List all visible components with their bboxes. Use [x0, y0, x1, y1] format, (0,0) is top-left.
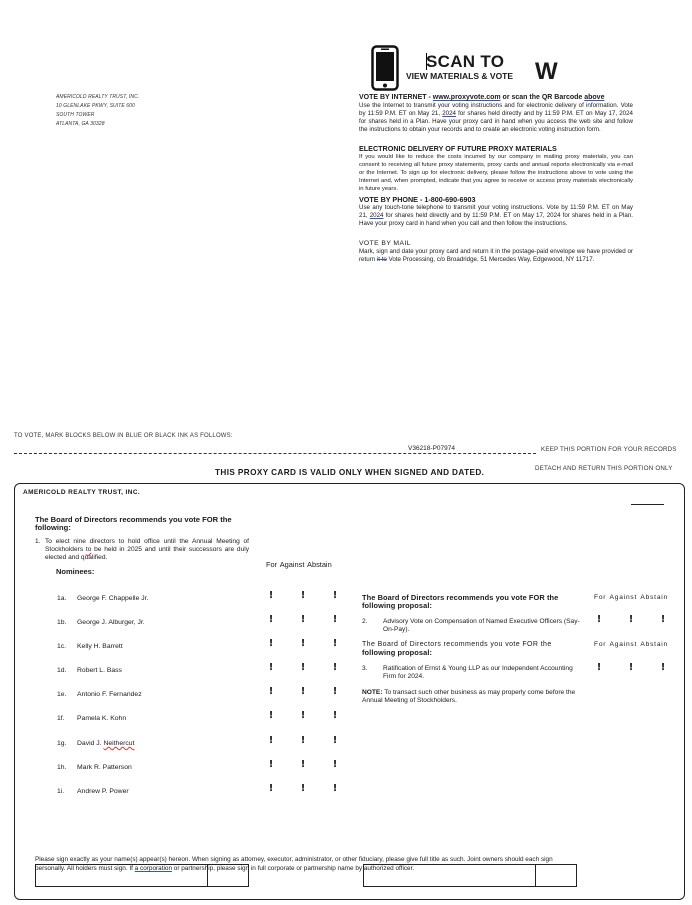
vote-against-checkbox[interactable]: !: [628, 614, 634, 625]
vote-abstain-checkbox[interactable]: !: [332, 638, 338, 649]
phone-body-1: Use any touch-tone telephone to transmit your voting instructions. Vote by 11:59 P.M. ET on May 21,: [359, 204, 633, 219]
internet-heading-mid: or scan the QR Barcode: [500, 94, 585, 101]
nominee-name: George J. Alburger, Jr.: [77, 619, 145, 626]
nominee-code: 1h.: [57, 764, 67, 771]
signature-date-box[interactable]: [207, 864, 249, 887]
vote-against-checkbox[interactable]: !: [300, 783, 306, 794]
vote-for-checkbox[interactable]: !: [268, 614, 274, 625]
nominee-name: Kelly H. Barrett: [77, 643, 123, 650]
vote-abstain-checkbox[interactable]: !: [660, 614, 666, 625]
vote-against-checkbox[interactable]: !: [300, 638, 306, 649]
vote-against-checkbox[interactable]: !: [300, 710, 306, 721]
proposal-2-text: Advisory Vote on Compensation of Named Executive Officers (Say-On-Pay).: [383, 618, 580, 633]
vote-abstain-checkbox[interactable]: !: [332, 783, 338, 794]
nominee-code: 1d.: [57, 667, 67, 674]
nominee-name: Antonio F. Fernandez: [77, 691, 142, 698]
mark-instructions: TO VOTE, MARK BLOCKS BELOW IN BLUE OR BLACK INK AS FOLLOWS:: [14, 433, 233, 439]
nominee-name: Andrew P. Power: [77, 788, 129, 795]
scan-title: SCAN TO: [426, 52, 505, 71]
joint-signature-box[interactable]: [363, 864, 536, 887]
address-line-2: 10 GLENLAKE PKWY, SUITE 600: [56, 103, 135, 109]
internet-heading-prefix: VOTE BY INTERNET -: [359, 94, 433, 101]
vote-for-checkbox[interactable]: !: [268, 662, 274, 673]
vote-against-checkbox[interactable]: !: [300, 614, 306, 625]
address-line-3: SOUTH TOWER: [56, 112, 95, 118]
vote-abstain-checkbox[interactable]: !: [332, 735, 338, 746]
scan-subtitle: VIEW MATERIALS & VOTE: [406, 71, 514, 81]
vote-abstain-checkbox[interactable]: !: [332, 759, 338, 770]
signing-instructions-link: a corporation: [134, 865, 173, 872]
internet-body-year: 2024: [442, 110, 456, 117]
proposal-1: [35, 538, 249, 561]
address-line-4: ATLANTA, GA 30328: [56, 121, 105, 127]
valid-notice: THIS PROXY CARD IS VALID ONLY WHEN SIGNED AND DATED.: [215, 468, 485, 477]
proposal-2-number: 2.: [362, 618, 368, 625]
vote-for-checkbox[interactable]: !: [596, 614, 602, 625]
vote-for-checkbox[interactable]: !: [268, 638, 274, 649]
nominee-name: Mark R. Patterson: [77, 764, 132, 771]
address-line-1: AMERICOLD REALTY TRUST, INC.: [56, 94, 140, 100]
vote-for-checkbox[interactable]: !: [268, 759, 274, 770]
mail-heading: VOTE BY MAIL: [359, 240, 411, 247]
tear-line: [14, 453, 536, 454]
signing-instructions-1: Please sign exactly as your name(s) appear(s) hereon. When signing as attorney, executor, administrator, or other fiduciary, please give full title as such. Joint owners should each sign personally. All holders must sign. If: [35, 856, 553, 872]
board-recommendation-2: The Board of Directors recommends you vote FOR the following proposal:: [362, 593, 559, 611]
note: [362, 689, 587, 705]
vote-abstain-checkbox[interactable]: !: [332, 614, 338, 625]
proposal-2: [362, 618, 584, 634]
vote-for-checkbox[interactable]: !: [596, 662, 602, 673]
proposal-1-text-b: be held in 2025 and until their successors are duly elected and qualified.: [45, 545, 250, 561]
nominee-code: 1f.: [57, 715, 65, 722]
vote-against-checkbox[interactable]: !: [300, 662, 306, 673]
vote-abstain-checkbox[interactable]: !: [332, 590, 338, 601]
nominee-code: 1b.: [57, 619, 67, 626]
company-name: AMERICOLD REALTY TRUST, INC.: [23, 489, 141, 496]
board-recommendation-3-line-1: The Board of Directors recommends you vote FOR the: [362, 641, 552, 648]
proposal-3-number: 3.: [362, 665, 368, 672]
nominee-name-last: Neithercut: [103, 740, 135, 747]
mail-body-1: Mark, sign and date your proxy card and return it in the postage-paid envelope we have provided or return: [359, 248, 633, 263]
nominee-name: [77, 740, 134, 747]
internet-body-1: Use the Internet to transmit your voting instructions and for electronic delivery of information. Vote by 11:59 P.M. ET on May 21,: [359, 102, 633, 117]
smartphone-icon: [371, 45, 399, 91]
vote-against-checkbox[interactable]: !: [300, 759, 306, 770]
vote-options-header-2: For Against Abstain: [594, 594, 669, 601]
vote-for-checkbox[interactable]: !: [268, 735, 274, 746]
phone-body-2: for shares held directly and by 11:59 P.M. ET on May 17, 2024 for shares held in a Plan. Have your proxy card in hand when you call and then follow the instructions.: [359, 212, 633, 227]
nominee-name: Robert L. Bass: [77, 667, 122, 674]
proposal-3: [362, 665, 584, 681]
joint-signature-date-box[interactable]: [535, 864, 577, 887]
nominee-code: 1e.: [57, 691, 67, 698]
nominee-code: 1g.: [57, 740, 67, 747]
nominee-code: 1c.: [57, 643, 67, 650]
note-text: To transact such other business as may properly come before the Annual Meeting of Stockholders.: [362, 689, 576, 704]
detach-label: DETACH AND RETURN THIS PORTION ONLY: [535, 465, 673, 472]
note-label: NOTE:: [362, 689, 383, 696]
vote-for-checkbox[interactable]: !: [268, 686, 274, 697]
vote-against-checkbox[interactable]: !: [300, 590, 306, 601]
mail-body-2: Vote Processing, c/o Broadridge, 51 Mercedes Way, Edgewood, NY 11717.: [386, 256, 595, 263]
mail-body: [359, 248, 633, 264]
nominees-heading: Nominees:: [56, 567, 95, 576]
nominee-name-first: David J.: [77, 740, 104, 747]
phone-body: [359, 204, 633, 228]
board-recommendation-3: [362, 641, 584, 657]
board-recommendation-1: The Board of Directors recommends you vote FOR the following:: [35, 515, 232, 533]
electronic-body: If you would like to reduce the costs incurred by our company in mailing proxy materials, you can consent to receiving all future proxy statements, proxy cards and annual reports electronically via e-mail or the Internet. To sign up for electronic delivery, please follow the instructions above to vote using the Internet and, when prompted, indicate that you agree to receive or access proxy materials electronically in future years.: [359, 154, 633, 192]
proxyvote-link[interactable]: www.proxyvote.com: [432, 94, 501, 101]
phone-body-year: 2024: [369, 212, 384, 219]
vote-options-header-1: For Against Abstain: [266, 560, 332, 569]
vote-for-checkbox[interactable]: !: [268, 710, 274, 721]
keep-portion-label: KEEP THIS PORTION FOR YOUR RECORDS: [541, 446, 677, 453]
mail-body-struck: it to: [376, 256, 387, 263]
nominee-code: 1a.: [57, 595, 67, 602]
vote-abstain-checkbox[interactable]: !: [332, 662, 338, 673]
scan-letter: W: [535, 58, 558, 85]
vote-for-checkbox[interactable]: !: [268, 783, 274, 794]
vote-against-checkbox[interactable]: !: [300, 686, 306, 697]
proposal-1-text-to: to: [85, 545, 92, 553]
proposal-1-number: 1.: [35, 538, 41, 545]
signature-box[interactable]: [35, 864, 208, 887]
electronic-heading: ELECTRONIC DELIVERY OF FUTURE PROXY MATERIALS: [359, 144, 557, 153]
proposal-3-text: Ratification of Ernst & Young LLP as our Independent Accounting Firm for 2024.: [383, 665, 573, 680]
nominee-code: 1i.: [57, 788, 65, 795]
vote-abstain-checkbox[interactable]: !: [332, 686, 338, 697]
internet-body: [359, 102, 633, 134]
signing-instructions-2: or partnership, please sign in full corporate or partnership name by authorized officer.: [172, 865, 415, 872]
vote-options-header-3: For Against Abstain: [594, 641, 669, 648]
phone-heading: VOTE BY PHONE - 1-800-690-6903: [359, 195, 476, 204]
internet-heading-end: above: [584, 94, 605, 101]
proposal-1-text: [35, 538, 249, 561]
control-code: V36218-P07974: [408, 445, 455, 452]
nominee-name: George F. Chappelle Jr.: [77, 595, 149, 602]
vote-abstain-checkbox[interactable]: !: [332, 710, 338, 721]
internet-body-2: for shares held directly and by 11:59 P.M. ET on May 17, 2024 for shares held in a Plan. Have your proxy card in hand when you access the web site and follow the instructions to obtain your records and to create an electronic voting instruction form.: [359, 110, 633, 133]
nominee-name: Pamela K. Kohn: [77, 715, 127, 722]
board-recommendation-3-line-2: following proposal:: [362, 648, 433, 658]
vote-for-checkbox[interactable]: !: [268, 590, 274, 601]
vote-against-checkbox[interactable]: !: [628, 662, 634, 673]
proposal-1-text-a: To elect nine directors to hold office until the Annual Meeting of Stockholders: [45, 538, 249, 553]
card-top-rule: [631, 504, 664, 505]
vote-abstain-checkbox[interactable]: !: [660, 662, 666, 673]
vote-against-checkbox[interactable]: !: [300, 735, 306, 746]
internet-heading: [359, 94, 604, 101]
